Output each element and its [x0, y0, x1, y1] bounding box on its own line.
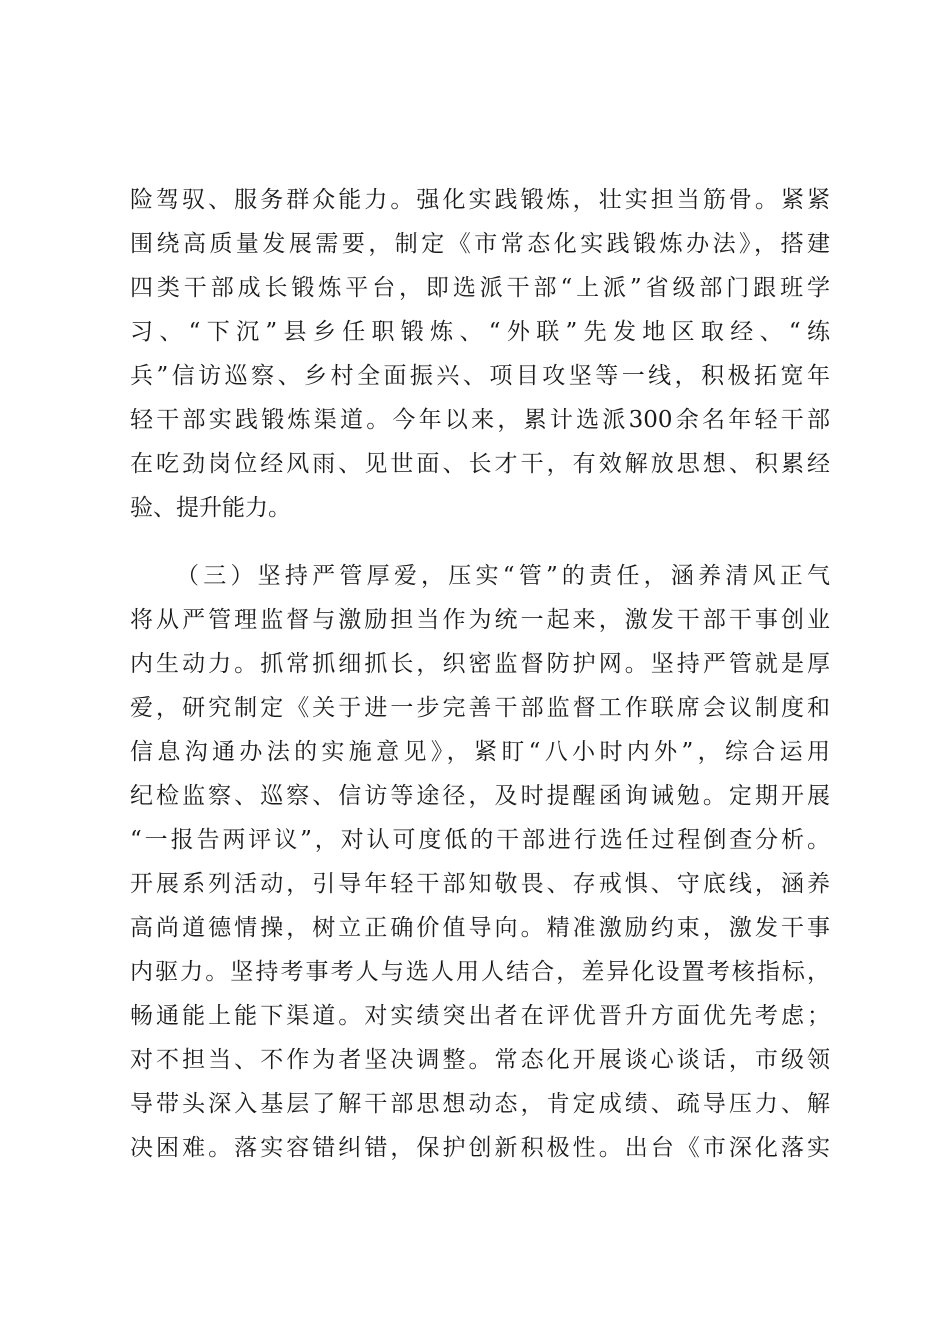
paragraph-line: 开展系列活动，引导年轻干部知敬畏、存戒惧、守底线，涵养 — [130, 871, 830, 897]
paragraph-line: 将从严管理监督与激励担当作为统一起来，激发干部干事创业 — [130, 607, 830, 633]
paragraph-line: 爱，研究制定《关于进一步完善干部监督工作联席会议制度和 — [130, 695, 830, 721]
paragraph-line: 习、“下沉”县乡任职锻炼、“外联”先发地区取经、“练 — [130, 319, 830, 345]
paragraph-line: 四类干部成长锻炼平台，即选派干部“上派”省级部门跟班学 — [130, 275, 830, 301]
paragraph-line: 在吃劲岗位经风雨、见世面、长才干，有效解放思想、积累经 — [130, 451, 830, 477]
paragraph-line: 围绕高质量发展需要，制定《市常态化实践锻炼办法》，搭建 — [130, 231, 830, 257]
paragraph-line: 轻干部实践锻炼渠道。今年以来，累计选派300余名年轻干部 — [130, 407, 830, 433]
paragraph-line: 高尚道德情操，树立正确价值导向。精准激励约束，激发干事 — [130, 915, 830, 941]
paragraph-line: 畅通能上能下渠道。对实绩突出者在评优晋升方面优先考虑； — [130, 1003, 830, 1029]
paragraph-line: 验、提升能力。 — [130, 495, 291, 521]
paragraph-line: 导带头深入基层了解干部思想动态，肯定成绩、疏导压力、解 — [130, 1091, 830, 1117]
section-heading-line: （三）坚持严管厚爱，压实“管”的责任，涵养清风正气 — [176, 563, 830, 589]
paragraph-1 — [130, 178, 830, 530]
paragraph-line: 信息沟通办法的实施意见》，紧盯“八小时内外”，综合运用 — [130, 739, 830, 765]
paragraph-line: 决困难。落实容错纠错，保护创新积极性。出台《市深化落实 — [130, 1135, 830, 1161]
paragraph-line: 兵”信访巡察、乡村全面振兴、项目攻坚等一线，积极拓宽年 — [130, 363, 830, 389]
paragraph-line: 内生动力。抓常抓细抓长，织密监督防护网。坚持严管就是厚 — [130, 651, 830, 677]
paragraph-line: 纪检监察、巡察、信访等途径，及时提醒函询诫勉。定期开展 — [130, 783, 830, 809]
paragraph-line: 内驱力。坚持考事考人与选人用人结合，差异化设置考核指标， — [130, 959, 830, 985]
paragraph-line: “一报告两评议”，对认可度低的干部进行选任过程倒查分析。 — [130, 827, 830, 853]
paragraph-line: 对不担当、不作为者坚决调整。常态化开展谈心谈话，市级领 — [130, 1047, 830, 1073]
paragraph-line: 险驾驭、服务群众能力。强化实践锻炼，壮实担当筋骨。紧紧 — [130, 187, 830, 213]
paragraph-2 — [130, 554, 830, 1170]
